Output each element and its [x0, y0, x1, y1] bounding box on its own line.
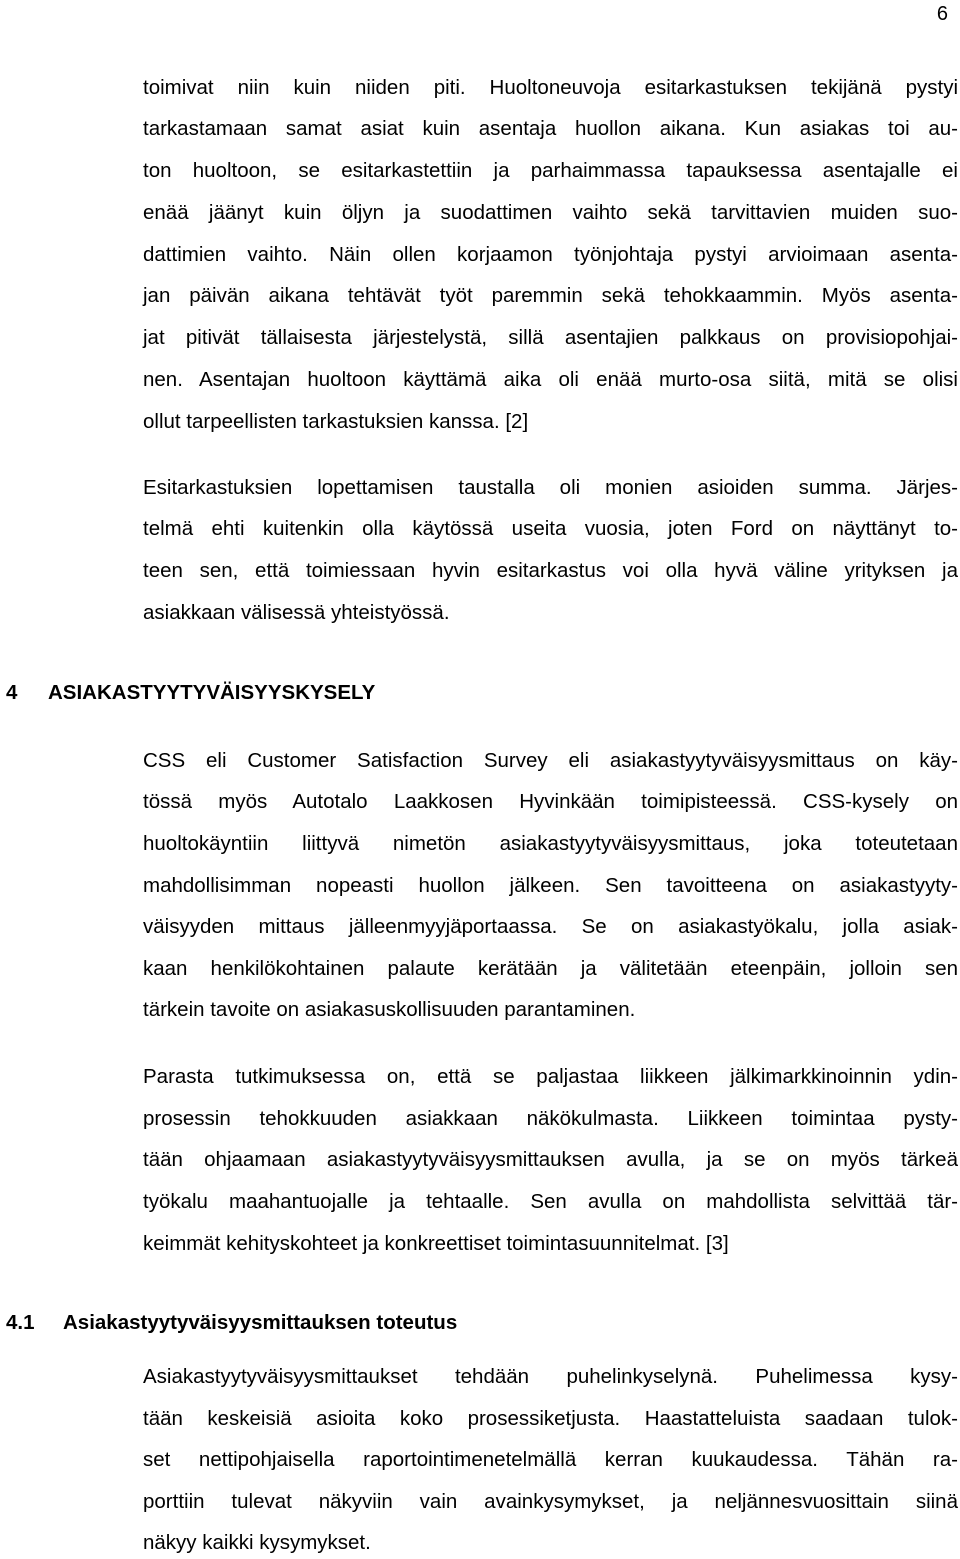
- body-text-line: teen sen, että toimiessaan hyvin esitarkastus voi olla hyvä väline yrityksen ja: [143, 559, 958, 582]
- body-text-line: näkyy kaikki kysymykset.: [143, 1531, 371, 1554]
- subsection-heading: [6, 1310, 458, 1336]
- body-text-line: Asiakastyytyväisyysmittaukset tehdään puhelinkyselynä. Puhelimessa kysy-: [143, 1365, 958, 1388]
- body-text-line: mahdollisimman nopeasti huollon jälkeen. Sen tavoitteena on asiakastyyty-: [143, 874, 958, 897]
- body-text-line: jat pitivät tällaisesta järjestelystä, sillä asentajien palkkaus on provisiopohjai-: [143, 326, 958, 349]
- section-number: 4: [6, 681, 18, 704]
- body-text-line: Parasta tutkimuksessa on, että se paljastaa liikkeen jälkimarkkinoinnin ydin-: [143, 1065, 958, 1088]
- body-text-line: enää jäänyt kuin öljyn ja suodattimen vaihto sekä tarvittavien muiden suo-: [143, 201, 958, 224]
- body-text-line: nen. Asentajan huoltoon käyttämä aika oli enää murto-osa siitä, mitä se olisi: [143, 368, 958, 391]
- body-text-line: ollut tarpeellisten tarkastuksien kanssa. [2]: [143, 410, 529, 433]
- body-text-line: asiakkaan välisessä yhteistyössä.: [143, 601, 450, 624]
- body-text-line: keimmät kehityskohteet ja konkreettiset toimintasuunnitelmat. [3]: [143, 1232, 729, 1255]
- section-title: ASIAKASTYYTYVÄISYYSKYSELY: [48, 681, 376, 704]
- body-text-line: tarkastamaan samat asiat kuin asentaja huollon aikana. Kun asiakas toi au-: [143, 117, 958, 140]
- body-text-line: prosessin tehokkuuden asiakkaan näkökulmasta. Liikkeen toimintaa pysty-: [143, 1107, 958, 1130]
- body-text-line: huoltokäyntiin liittyvä nimetön asiakastyytyväisyysmittaus, joka toteutetaan: [143, 832, 958, 855]
- body-text-line: työkalu maahantuojalle ja tehtaalle. Sen avulla on mahdollista selvittää tär-: [143, 1190, 958, 1213]
- body-text-line: ton huoltoon, se esitarkastettiin ja parhaimmassa tapauksessa asentajalle ei: [143, 159, 958, 182]
- body-text-line: tärkein tavoite on asiakasuskollisuuden parantaminen.: [143, 998, 636, 1021]
- body-text-line: CSS eli Customer Satisfaction Survey eli asiakastyytyväisyysmittaus on käy-: [143, 749, 958, 772]
- subsection-title: Asiakastyytyväisyysmittauksen toteutus: [63, 1311, 458, 1334]
- body-text-line: set nettipohjaisella raportointimenetelmällä kerran kuukaudessa. Tähän ra-: [143, 1448, 958, 1471]
- body-text-line: toimivat niin kuin niiden piti. Huoltoneuvoja esitarkastuksen tekijänä pystyi: [143, 76, 958, 99]
- body-text-line: porttiin tulevat näkyviin vain avainkysymykset, ja neljännesvuosittain siinä: [143, 1490, 958, 1513]
- page-number: 6: [936, 3, 948, 25]
- section-heading: [6, 680, 376, 706]
- body-text-line: kaan henkilökohtainen palaute kerätään ja välitetään eteenpäin, jolloin sen: [143, 957, 958, 980]
- body-text-line: jan päivän aikana tehtävät työt paremmin sekä tehokkaammin. Myös asenta-: [143, 284, 958, 307]
- body-text-line: dattimien vaihto. Näin ollen korjaamon työnjohtaja pystyi arvioimaan asenta-: [143, 243, 958, 266]
- body-text-line: väisyyden mittaus jälleenmyyjäportaassa. Se on asiakastyökalu, jolla asiak-: [143, 915, 958, 938]
- body-text-line: Esitarkastuksien lopettamisen taustalla oli monien asioiden summa. Järjes-: [143, 476, 958, 499]
- body-text-line: tään keskeisiä asioita koko prosessiketjusta. Haastatteluista saadaan tulok-: [143, 1407, 958, 1430]
- subsection-number: 4.1: [6, 1311, 35, 1334]
- body-text-line: tössä myös Autotalo Laakkosen Hyvinkään toimipisteessä. CSS-kysely on: [143, 790, 958, 813]
- body-text-line: tään ohjaamaan asiakastyytyväisyysmittauksen avulla, ja se on myös tärkeä: [143, 1148, 958, 1171]
- body-text-line: telmä ehti kuitenkin olla käytössä useita vuosia, joten Ford on näyttänyt to-: [143, 517, 958, 540]
